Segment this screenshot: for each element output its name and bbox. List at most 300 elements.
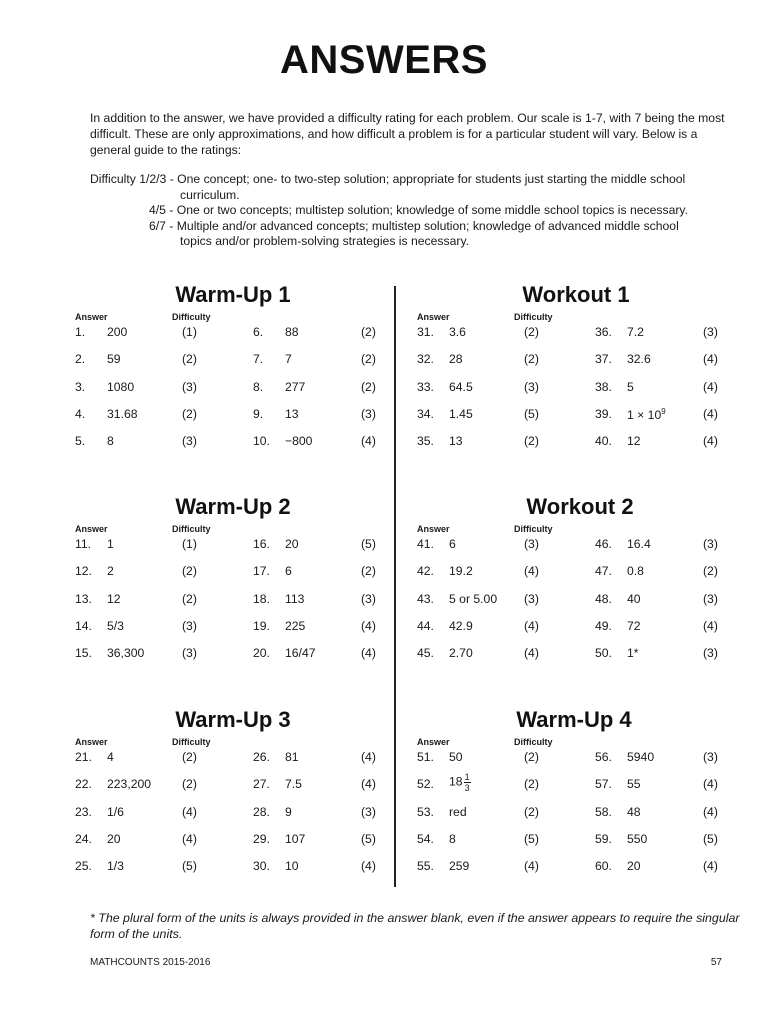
answer-fraction bbox=[464, 772, 471, 793]
answer-text: 20 bbox=[627, 859, 641, 874]
problem-number: 18. bbox=[253, 591, 270, 606]
answer-row bbox=[75, 619, 395, 639]
answer-value bbox=[285, 564, 292, 578]
answer-value bbox=[285, 832, 305, 846]
problem-number: 29. bbox=[253, 831, 270, 846]
answer-value bbox=[285, 407, 299, 421]
answer-header: Answer bbox=[75, 737, 108, 747]
problem-number: 58. bbox=[595, 804, 612, 819]
difficulty-rating: (4) bbox=[703, 379, 718, 394]
problem-number: 15. bbox=[75, 646, 92, 661]
answer-row bbox=[75, 646, 395, 666]
problem-number: 56. bbox=[595, 750, 612, 764]
difficulty-rating: (5) bbox=[182, 859, 197, 874]
difficulty-rating: (3) bbox=[703, 325, 718, 339]
answer-value bbox=[449, 380, 473, 394]
answer-value bbox=[627, 564, 644, 578]
answer-value bbox=[449, 750, 463, 764]
fraction-numerator: 1 bbox=[464, 772, 470, 783]
difficulty-rating: (3) bbox=[703, 591, 718, 606]
difficulty-rating: (4) bbox=[703, 352, 718, 367]
difficulty-rating: (2) bbox=[361, 352, 376, 367]
difficulty-rating: (2) bbox=[703, 564, 718, 579]
answer-value bbox=[285, 646, 316, 660]
answer-text: 36,300 bbox=[107, 646, 145, 661]
difficulty-rating: (3) bbox=[361, 591, 376, 606]
answer-value bbox=[627, 805, 641, 819]
problem-number: 36. bbox=[595, 325, 612, 339]
answer-value bbox=[107, 750, 114, 764]
difficulty-rating: (1) bbox=[182, 325, 197, 339]
problem-number: 41. bbox=[417, 537, 434, 551]
answer-value bbox=[627, 832, 647, 846]
answer-row bbox=[417, 352, 737, 372]
difficulty-line-1: Difficulty 1/2/3 - One concept; one- to two-step solution; appropriate for students just starting the middle school bbox=[90, 172, 686, 186]
answer-value bbox=[107, 564, 114, 578]
answer-text: 28 bbox=[449, 352, 463, 367]
problem-number: 16. bbox=[253, 537, 270, 551]
answer-value bbox=[449, 646, 473, 660]
answer-row bbox=[75, 832, 395, 852]
answer-text: 50 bbox=[449, 750, 463, 764]
problem-number: 50. bbox=[595, 646, 612, 661]
answer-value bbox=[107, 619, 124, 633]
answer-value bbox=[449, 325, 466, 339]
difficulty-rating: (4) bbox=[703, 804, 718, 819]
answer-row bbox=[75, 777, 395, 797]
answer-text: 107 bbox=[285, 831, 306, 846]
answer-value bbox=[107, 777, 151, 791]
answer-value bbox=[107, 380, 134, 394]
difficulty-rating: (4) bbox=[703, 406, 718, 421]
answer-value bbox=[107, 407, 138, 421]
difficulty-rating: (2) bbox=[182, 750, 197, 764]
problem-number: 47. bbox=[595, 564, 612, 579]
problem-number: 23. bbox=[75, 804, 92, 819]
answer-value bbox=[107, 805, 124, 819]
answer-text: 64.5 bbox=[449, 379, 473, 394]
answer-text: 0.8 bbox=[627, 564, 644, 579]
section-title: Workout 1 bbox=[522, 282, 630, 307]
difficulty-rating: (4) bbox=[703, 859, 718, 874]
answer-value bbox=[285, 592, 304, 606]
answer-text: red bbox=[449, 804, 467, 819]
difficulty-rating: (5) bbox=[361, 831, 376, 846]
answer-row bbox=[417, 325, 737, 345]
difficulty-rating: (4) bbox=[703, 618, 718, 633]
problem-number: 8. bbox=[253, 379, 264, 394]
difficulty-rating: (3) bbox=[703, 537, 718, 551]
answer-text: 5 or 5.00 bbox=[449, 591, 498, 606]
problem-number: 5. bbox=[75, 434, 86, 449]
answer-value bbox=[107, 325, 127, 339]
problem-number: 52. bbox=[417, 777, 434, 792]
problem-number: 25. bbox=[75, 859, 92, 874]
answer-text: 6 bbox=[449, 537, 456, 551]
answer-text: 259 bbox=[449, 859, 470, 874]
answer-row bbox=[417, 434, 737, 454]
difficulty-rating: (3) bbox=[703, 750, 718, 764]
answer-text: 1 bbox=[107, 537, 114, 551]
answer-text: 1/3 bbox=[107, 859, 124, 874]
answer-value bbox=[107, 537, 114, 551]
problem-number: 48. bbox=[595, 591, 612, 606]
answer-text: 32.6 bbox=[627, 352, 651, 367]
section-title: Workout 2 bbox=[526, 494, 634, 519]
answer-value bbox=[627, 537, 651, 551]
answer-text: 5 bbox=[627, 379, 634, 394]
problem-number: 39. bbox=[595, 406, 612, 421]
problem-number: 24. bbox=[75, 831, 92, 846]
problem-number: 57. bbox=[595, 777, 612, 792]
difficulty-rating: (3) bbox=[361, 406, 376, 421]
problem-number: 6. bbox=[253, 325, 264, 339]
answer-value bbox=[627, 777, 641, 791]
difficulty-rating: (5) bbox=[703, 831, 718, 846]
problem-number: 40. bbox=[595, 434, 612, 449]
answer-text: 9 bbox=[285, 804, 292, 819]
difficulty-line-3: 6/7 - Multiple and/or advanced concepts; multistep solution; knowledge of advanced middle school bbox=[149, 218, 679, 233]
section-title: Warm-Up 1 bbox=[175, 282, 291, 307]
problem-number: 1. bbox=[75, 325, 86, 339]
answer-text: 88 bbox=[285, 325, 299, 339]
problem-number: 33. bbox=[417, 379, 434, 394]
problem-number: 12. bbox=[75, 564, 92, 579]
problem-number: 49. bbox=[595, 618, 612, 633]
difficulty-rating: (5) bbox=[361, 537, 376, 551]
answer-row bbox=[75, 750, 395, 770]
section-title: Warm-Up 4 bbox=[516, 707, 632, 732]
difficulty-rating: (4) bbox=[703, 777, 718, 792]
difficulty-header: Difficulty bbox=[514, 524, 553, 534]
answer-row bbox=[417, 619, 737, 639]
problem-number: 9. bbox=[253, 406, 264, 421]
difficulty-header: Difficulty bbox=[172, 312, 211, 322]
problem-number: 35. bbox=[417, 434, 434, 449]
answer-value bbox=[285, 750, 299, 764]
answer-row bbox=[75, 592, 395, 612]
difficulty-rating: (2) bbox=[361, 379, 376, 394]
difficulty-rating: (2) bbox=[524, 434, 539, 449]
answer-text: 7.2 bbox=[627, 325, 644, 339]
answer-text: −800 bbox=[285, 434, 313, 449]
problem-number: 2. bbox=[75, 352, 86, 367]
answer-text: 19.2 bbox=[449, 564, 473, 579]
difficulty-rating: (3) bbox=[182, 646, 197, 661]
answer-text: 2.70 bbox=[449, 646, 473, 661]
difficulty-rating: (4) bbox=[361, 618, 376, 633]
difficulty-rating: (2) bbox=[182, 777, 197, 792]
problem-number: 26. bbox=[253, 750, 270, 764]
problem-number: 55. bbox=[417, 859, 434, 874]
answer-header: Answer bbox=[417, 524, 450, 534]
page-title: ANSWERS bbox=[280, 38, 488, 82]
answer-value bbox=[449, 859, 469, 873]
answer-value bbox=[449, 772, 471, 793]
problem-number: 59. bbox=[595, 831, 612, 846]
answer-value bbox=[285, 434, 312, 448]
problem-number: 51. bbox=[417, 750, 434, 764]
fraction-denominator: 3 bbox=[464, 783, 470, 794]
difficulty-rating: (4) bbox=[361, 777, 376, 792]
problem-number: 45. bbox=[417, 646, 434, 661]
answer-text: 113 bbox=[285, 591, 305, 606]
problem-number: 28. bbox=[253, 804, 270, 819]
answer-text: 72 bbox=[627, 618, 641, 633]
answer-text: 200 bbox=[107, 325, 128, 339]
difficulty-rating: (2) bbox=[524, 804, 539, 819]
difficulty-rating: (2) bbox=[361, 325, 376, 339]
problem-number: 17. bbox=[253, 564, 270, 579]
answer-value bbox=[285, 325, 299, 339]
answer-row bbox=[75, 564, 395, 584]
problem-number: 46. bbox=[595, 537, 612, 551]
answer-value bbox=[107, 832, 121, 846]
answer-text: 1* bbox=[627, 646, 639, 661]
answer-text: 18 bbox=[449, 775, 463, 790]
answer-exponent: 9 bbox=[661, 406, 666, 416]
answer-header: Answer bbox=[417, 737, 450, 747]
answer-text: 12 bbox=[107, 591, 121, 606]
difficulty-rating: (3) bbox=[524, 591, 539, 606]
difficulty-rating: (2) bbox=[182, 406, 197, 421]
answer-text: 5940 bbox=[627, 750, 655, 764]
answer-value bbox=[449, 805, 467, 819]
answer-text: 8 bbox=[449, 831, 456, 846]
difficulty-rating: (3) bbox=[703, 646, 718, 661]
difficulty-rating: (4) bbox=[361, 750, 376, 764]
difficulty-rating: (4) bbox=[182, 804, 197, 819]
answer-text: 16.4 bbox=[627, 537, 651, 551]
answer-text: 42.9 bbox=[449, 618, 473, 633]
answer-value bbox=[285, 859, 299, 873]
difficulty-header: Difficulty bbox=[172, 524, 211, 534]
answer-text: 55 bbox=[627, 777, 641, 792]
answer-value bbox=[285, 352, 292, 366]
answer-header: Answer bbox=[75, 312, 108, 322]
answer-text: 7.5 bbox=[285, 777, 302, 792]
difficulty-rating: (3) bbox=[182, 618, 197, 633]
problem-number: 31. bbox=[417, 325, 434, 339]
problem-number: 38. bbox=[595, 379, 612, 394]
answer-value bbox=[449, 564, 473, 578]
problem-number: 30. bbox=[253, 859, 270, 874]
answer-text: 13 bbox=[449, 434, 463, 449]
difficulty-rating: (2) bbox=[524, 750, 539, 764]
answer-row bbox=[417, 805, 737, 825]
answer-row bbox=[75, 325, 395, 345]
problem-number: 21. bbox=[75, 750, 92, 764]
answer-value bbox=[627, 325, 644, 339]
answer-value bbox=[107, 434, 114, 448]
difficulty-rating: (2) bbox=[182, 591, 197, 606]
answer-text: 12 bbox=[627, 434, 641, 449]
answer-text: 6 bbox=[285, 564, 292, 579]
answer-value bbox=[449, 619, 473, 633]
difficulty-header: Difficulty bbox=[172, 737, 211, 747]
answer-value bbox=[627, 380, 634, 394]
difficulty-rating: (4) bbox=[182, 831, 197, 846]
answer-row bbox=[417, 592, 737, 612]
problem-number: 54. bbox=[417, 831, 434, 846]
answer-text: 4 bbox=[107, 750, 114, 764]
difficulty-line-2: 4/5 - One or two concepts; multistep solution; knowledge of some middle school topics is necessary. bbox=[149, 203, 688, 217]
answer-value bbox=[449, 592, 497, 606]
answer-value bbox=[285, 380, 305, 394]
answer-text: 1 × 10 bbox=[627, 407, 662, 422]
answer-row bbox=[417, 646, 737, 666]
answer-header: Answer bbox=[75, 524, 108, 534]
answer-value bbox=[285, 537, 299, 551]
difficulty-rating: (4) bbox=[524, 618, 539, 633]
answer-row bbox=[75, 434, 395, 454]
problem-number: 22. bbox=[75, 777, 92, 792]
difficulty-rating: (5) bbox=[524, 406, 539, 421]
answer-text: 277 bbox=[285, 379, 306, 394]
answer-value bbox=[107, 352, 121, 366]
problem-number: 32. bbox=[417, 352, 434, 367]
difficulty-rating: (3) bbox=[361, 804, 376, 819]
answer-text: 223,200 bbox=[107, 777, 152, 792]
answer-value bbox=[627, 407, 666, 422]
answer-value bbox=[449, 407, 473, 421]
answer-text: 7 bbox=[285, 352, 292, 367]
page-number: 57 bbox=[710, 957, 722, 968]
answer-value bbox=[449, 352, 463, 366]
difficulty-rating: (4) bbox=[524, 859, 539, 874]
difficulty-rating: (2) bbox=[524, 352, 539, 367]
answer-row bbox=[75, 859, 395, 879]
problem-number: 27. bbox=[253, 777, 270, 792]
difficulty-rating: (2) bbox=[182, 564, 197, 579]
difficulty-rating: (4) bbox=[361, 434, 376, 449]
difficulty-rating: (4) bbox=[361, 646, 376, 661]
difficulty-guide bbox=[90, 172, 730, 250]
answer-text: 10 bbox=[285, 859, 299, 874]
answer-row bbox=[417, 832, 737, 852]
answer-value bbox=[107, 592, 121, 606]
difficulty-header: Difficulty bbox=[514, 312, 553, 322]
difficulty-rating: (4) bbox=[524, 564, 539, 579]
problem-number: 37. bbox=[595, 352, 612, 367]
answer-value bbox=[627, 859, 641, 873]
difficulty-rating: (5) bbox=[524, 831, 539, 846]
answer-row bbox=[417, 380, 737, 400]
difficulty-rating: (3) bbox=[524, 379, 539, 394]
difficulty-rating: (4) bbox=[703, 434, 718, 449]
answer-text: 8 bbox=[107, 434, 114, 449]
answer-text: 550 bbox=[627, 831, 648, 846]
answer-header: Answer bbox=[417, 312, 450, 322]
answer-value bbox=[449, 537, 456, 551]
intro-paragraph: In addition to the answer, we have provided a difficulty rating for each problem. Our scale is 1-7, with 7 being the most difficult. These are only approximations, and how difficult a problem is for a particular student will vary. Below is a general guide to the ratings: bbox=[90, 111, 725, 157]
answer-value bbox=[627, 434, 641, 448]
answer-row bbox=[417, 564, 737, 584]
problem-number: 7. bbox=[253, 352, 264, 367]
difficulty-rating: (4) bbox=[361, 859, 376, 874]
difficulty-rating: (1) bbox=[182, 537, 197, 551]
problem-number: 19. bbox=[253, 618, 270, 633]
answer-row bbox=[75, 407, 395, 427]
answer-row bbox=[75, 537, 395, 557]
answer-text: 1080 bbox=[107, 379, 135, 394]
answer-value bbox=[627, 352, 651, 366]
answer-text: 13 bbox=[285, 406, 299, 421]
answer-value bbox=[285, 777, 302, 791]
answer-row bbox=[417, 750, 737, 770]
answer-text: 3.6 bbox=[449, 325, 466, 339]
problem-number: 43. bbox=[417, 591, 434, 606]
answer-value bbox=[107, 859, 124, 873]
answer-value bbox=[627, 646, 639, 660]
answer-row bbox=[417, 772, 737, 797]
answer-text: 16/47 bbox=[285, 646, 316, 661]
problem-number: 14. bbox=[75, 618, 92, 633]
answer-row bbox=[75, 380, 395, 400]
difficulty-line-3-cont: topics and/or problem-solving strategies is necessary. bbox=[180, 234, 470, 248]
answer-value bbox=[449, 832, 456, 846]
answer-row bbox=[75, 805, 395, 825]
answer-text: 48 bbox=[627, 804, 641, 819]
answer-value bbox=[285, 805, 292, 819]
answer-value bbox=[627, 619, 641, 633]
answer-text: 59 bbox=[107, 352, 121, 367]
answer-text: 2 bbox=[107, 564, 114, 579]
answer-text: 5/3 bbox=[107, 618, 124, 633]
problem-number: 53. bbox=[417, 804, 434, 819]
answer-text: 81 bbox=[285, 750, 299, 764]
footnote: * The plural form of the units is always provided in the answer blank, even if the answer appears to require the singular form of the units. bbox=[90, 911, 740, 941]
section-title: Warm-Up 3 bbox=[175, 707, 291, 732]
answer-value bbox=[627, 750, 654, 764]
difficulty-rating: (3) bbox=[182, 379, 197, 394]
answer-text: 20 bbox=[107, 831, 121, 846]
answer-text: 225 bbox=[285, 618, 306, 633]
problem-number: 34. bbox=[417, 406, 434, 421]
problem-number: 13. bbox=[75, 591, 92, 606]
answer-row bbox=[417, 859, 737, 879]
problem-number: 4. bbox=[75, 406, 86, 421]
problem-number: 20. bbox=[253, 646, 270, 661]
difficulty-rating: (2) bbox=[524, 777, 539, 792]
answer-row bbox=[417, 537, 737, 557]
answer-value bbox=[285, 619, 305, 633]
answer-text: 40 bbox=[627, 591, 641, 606]
answer-value bbox=[107, 646, 144, 660]
difficulty-rating: (3) bbox=[524, 537, 539, 551]
difficulty-rating: (2) bbox=[361, 564, 376, 579]
problem-number: 42. bbox=[417, 564, 434, 579]
problem-number: 10. bbox=[253, 434, 270, 449]
difficulty-header: Difficulty bbox=[514, 737, 553, 747]
answer-text: 1/6 bbox=[107, 804, 124, 819]
difficulty-rating: (3) bbox=[182, 434, 197, 449]
difficulty-rating: (2) bbox=[182, 352, 197, 367]
answer-value bbox=[449, 434, 463, 448]
problem-number: 44. bbox=[417, 618, 434, 633]
difficulty-line-1-cont: curriculum. bbox=[180, 187, 240, 202]
answer-value bbox=[627, 592, 641, 606]
answer-text: 20 bbox=[285, 537, 299, 551]
answer-text: 31.68 bbox=[107, 406, 138, 421]
section-title: Warm-Up 2 bbox=[175, 494, 291, 519]
answer-row bbox=[75, 352, 395, 372]
problem-number: 60. bbox=[595, 859, 612, 874]
difficulty-rating: (4) bbox=[524, 646, 539, 661]
answer-text: 1.45 bbox=[449, 406, 473, 421]
problem-number: 3. bbox=[75, 379, 86, 394]
difficulty-rating: (2) bbox=[524, 325, 539, 339]
